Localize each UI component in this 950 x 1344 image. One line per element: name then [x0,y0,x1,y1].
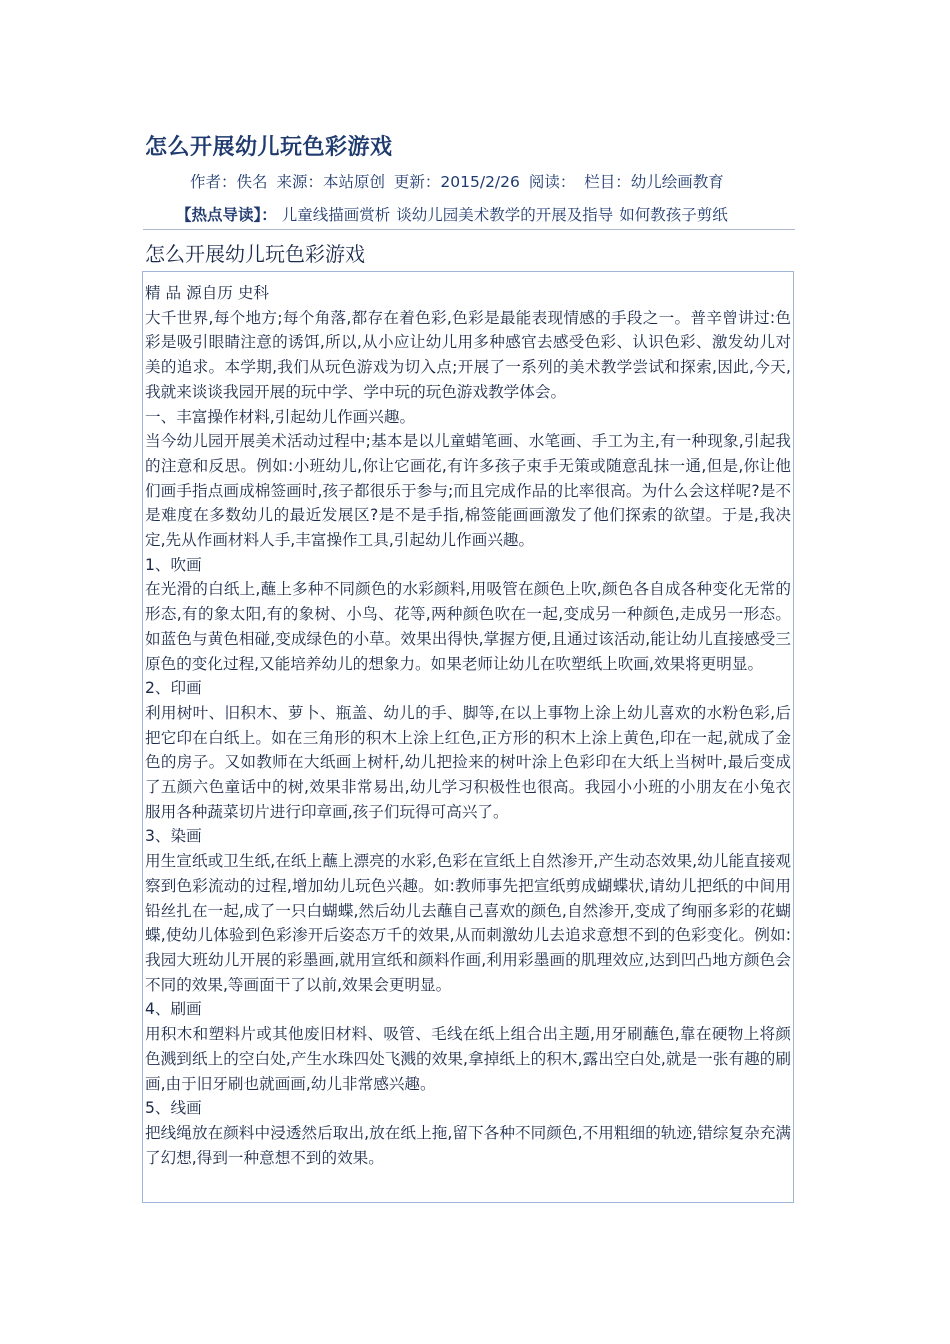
page-title: 怎么开展幼儿玩色彩游戏 [145,135,393,160]
article-content [142,271,794,1203]
content-paragraph: 把线绳放在颜料中浸透然后取出,放在纸上拖,留下各种不同颜色,不用粗细的轨迹,错综复杂充满了幻想,得到一种意想不到的效果。 [145,1123,791,1167]
section-heading: 2、印画 [145,679,202,698]
content-paragraph: 用积木和塑料片或其他废旧材料、吸管、毛线在纸上组合出主题,用牙刷蘸色,靠在硬物上将颜色溅到纸上的空白处,产生水珠四处飞溅的效果,拿掉纸上的积木,露出空白处,就是一张有趣的刷画,由于旧牙刷也就画画,幼儿非常感兴趣。 [145,1025,791,1093]
content-paragraph: 精 品 源自历 史科 [145,284,270,302]
content-paragraph: 利用树叶、旧积木、萝卜、瓶盖、幼儿的手、脚等,在以上事物上涂上幼儿喜欢的水粉色彩,后把它印在白纸上。如在三角形的积木上涂上红色,正方形的积木上涂上黄色,印在一起,就成了金色的房子。又如教师在大纸画上树杆,幼儿把捡来的树叶涂上色彩印在大纸上当树叶,最后变成了五颜六色童话中的树,效果非常易出,幼儿学习积极性也很高。我园小小班的小朋友在小兔衣服用各种蔬菜切片进行印章画,孩子们玩得可高兴了。 [145,703,791,821]
section-heading: 一、丰富操作材料,引起幼儿作画兴趣。 [145,407,416,426]
hot-reading-label: 【热点导读】： [176,206,277,224]
meta-updated: 更新：2015/2/26 [393,173,520,191]
content-paragraph: 当今幼儿园开展美术活动过程中;基本是以儿童蜡笔画、水笔画、手工为主,有一种现象,引起我的注意和反思。例如:小班幼儿,你让它画花,有许多孩子束手无策或随意乱抹一通,但是,你让他们画手指点画成棉签画时,孩子都很乐于参与;而且完成作品的比率很高。为什么会这样呢?是不是难度在多数幼儿的最近发展区?是不是手指,棉签能画画激发了他们探索的欲望。于是,我决定,先从作画材料人手,丰富操作工具,引起幼儿作画兴趣。 [145,432,791,550]
section-heading: 1、吹画 [145,555,202,574]
section-heading: 4、刷画 [145,1000,202,1019]
content-paragraph: 在光滑的白纸上,蘸上多种不同颜色的水彩颜料,用吸管在颜色上吹,颜色各自成各种变化无常的形态,有的象太阳,有的象树、小鸟、花等,两种颜色吹在一起,变成另一种颜色,走成另一形态。如蓝色与黄色相碰,变成绿色的小草。效果出得快,掌握方便,且通过该活动,能让幼儿直接感受三原色的变化过程,又能培养幼儿的想象力。如果老师让幼儿在吹塑纸上吹画,效果将更明显。 [145,580,791,673]
hot-reading [176,203,734,225]
article-subtitle: 怎么开展幼儿玩色彩游戏 [145,242,365,266]
section-heading: 3、染画 [145,827,202,846]
content-paragraph: 用生宣纸或卫生纸,在纸上蘸上漂亮的水彩,色彩在宣纸上自然渗开,产生动态效果,幼儿能直接观察到色彩流动的过程,增加幼儿玩色兴趣。如:教师事先把宣纸剪成蝴蝶状,请幼儿把纸的中间用铅丝扎在一起,成了一只白蝴蝶,然后幼儿去蘸自己喜欢的颜色,自然渗开,变成了绚丽多彩的花蝴蝶,使幼儿体验到色彩渗开后姿态万千的效果,从而刺激幼儿去追求意想不到的色彩变化。例如:我园大班幼儿开展的彩墨画,就用宣纸和颜料作画,利用彩墨画的肌理效应,达到凹凸地方颜色会不同的效果,等画面干了以前,效果会更明显。 [145,852,791,994]
meta-author: 作者：佚名 [190,173,268,191]
section-heading: 5、线画 [145,1099,202,1118]
hot-link-1[interactable]: 儿童线描画赏析 [281,206,391,224]
content-paragraph: 大千世界,每个地方;每个角落,都存在着色彩,色彩是最能表现情感的手段之一。普辛曾讲过:色彩是吸引眼睛注意的诱饵,所以,从小应让幼儿用多种感官去感受色彩、认识色彩、激发幼儿对美的追求。本学期,我们从玩色游戏为切入点;开展了一系列的美术教学尝试和探索,因此,今天,我就来谈谈我园开展的玩中学、学中玩的玩色游戏教学体会。 [145,308,791,401]
hot-link-2[interactable]: 谈幼儿园美术教学的开展及指导 [396,206,614,224]
meta-reads: 阅读： [528,173,576,191]
article-meta [190,170,728,192]
hot-link-3[interactable]: 如何教孩子剪纸 [619,206,728,224]
meta-column[interactable]: 栏目：幼儿绘画教育 [584,173,724,191]
meta-source: 来源：本站原创 [276,173,385,191]
header-divider [143,229,795,230]
